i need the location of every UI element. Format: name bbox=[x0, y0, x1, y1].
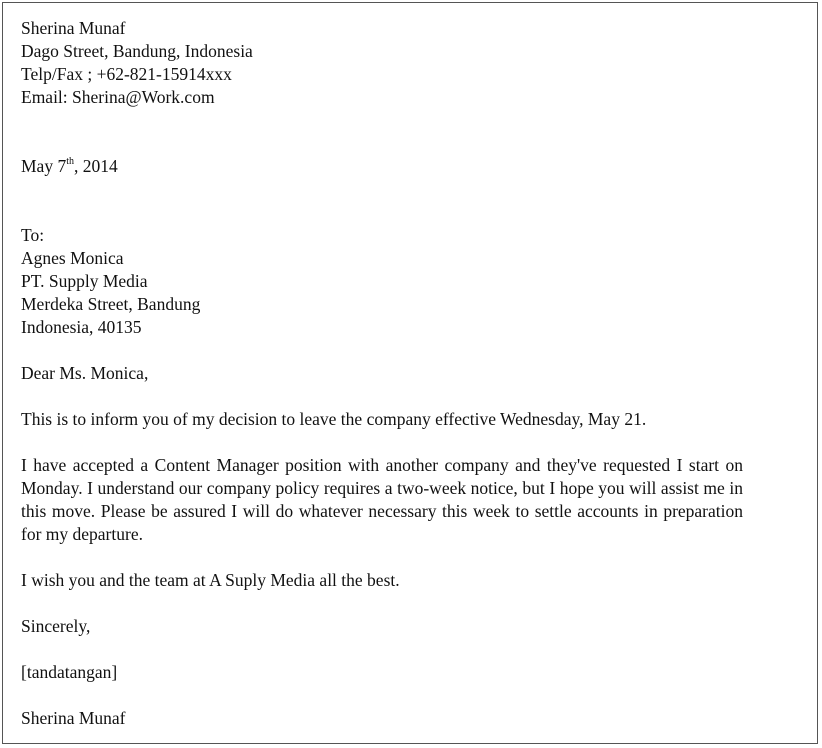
signer-name: Sherina Munaf bbox=[21, 708, 126, 728]
recipient-block bbox=[21, 224, 743, 339]
document-frame bbox=[2, 2, 818, 744]
recipient-name: Agnes Monica bbox=[21, 248, 124, 268]
letter-date bbox=[21, 155, 743, 178]
date-year: , 2014 bbox=[73, 156, 118, 176]
recipient-country-zip: Indonesia, 40135 bbox=[21, 317, 142, 337]
sender-email: Email: Sherina@Work.com bbox=[21, 87, 215, 107]
sender-phone: Telp/Fax ; +62-821-15914xxx bbox=[21, 64, 232, 84]
to-label: To: bbox=[21, 225, 45, 245]
date-suffix: th bbox=[66, 156, 74, 168]
body-paragraph-1: This is to inform you of my decision to leave the company effective Wednesday, May 21. bbox=[21, 409, 647, 429]
signature-placeholder: [tandatangan] bbox=[21, 662, 118, 682]
sender-name: Sherina Munaf bbox=[21, 18, 126, 38]
resignation-letter bbox=[21, 17, 743, 730]
sender-block bbox=[21, 17, 743, 109]
date-month-day: May 7 bbox=[21, 156, 67, 176]
recipient-company: PT. Supply Media bbox=[21, 271, 148, 291]
recipient-street: Merdeka Street, Bandung bbox=[21, 294, 201, 314]
sender-address: Dago Street, Bandung, Indonesia bbox=[21, 41, 253, 61]
closing: Sincerely, bbox=[21, 616, 91, 636]
body-paragraph-3: I wish you and the team at A Suply Media all the best. bbox=[21, 570, 400, 590]
body-paragraph-2: I have accepted a Content Manager position with another company and they've requested I start on Monday. I understand our company policy requires a two-week notice, but I hope you will assist me in this move. Please be assured I will do whatever necessary this week to settle accounts in preparation for my departure. bbox=[21, 455, 743, 544]
salutation: Dear Ms. Monica, bbox=[21, 363, 149, 383]
